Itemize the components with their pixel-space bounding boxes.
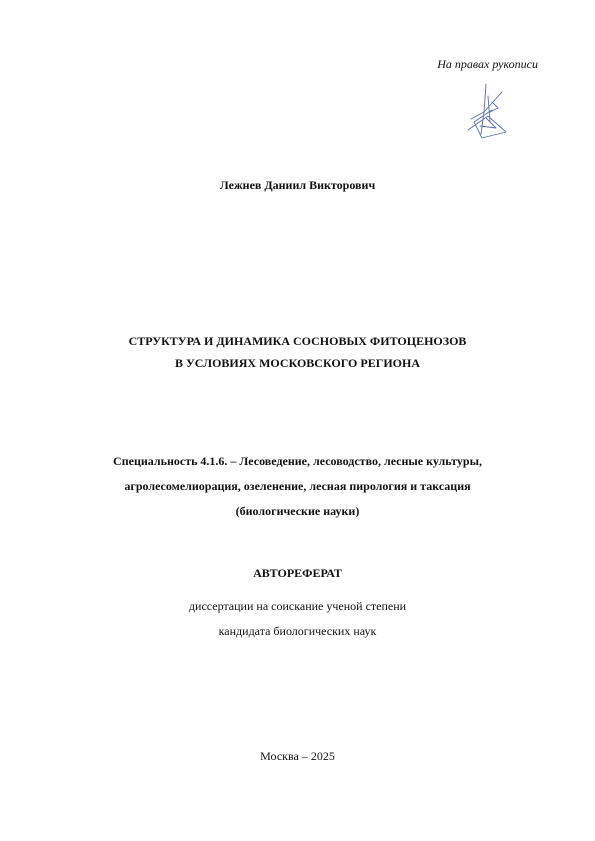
- purpose-line-2: кандидата биологических наук: [218, 624, 377, 638]
- rights-notice: На правах рукописи: [437, 57, 538, 71]
- dissertation-title: [0, 330, 595, 374]
- title-line-2: В УСЛОВИЯХ МОСКОВСКОГО РЕГИОНА: [174, 356, 421, 370]
- document-purpose: [0, 594, 595, 644]
- specialty-line-2: агролесомелиорация, озеленение, лесная пирология и таксация: [124, 479, 471, 493]
- specialty-line-1: Специальность 4.1.6. – Лесоведение, лесоводство, лесные культуры,: [113, 454, 482, 468]
- purpose-line-1: диссертации на соискание ученой степени: [188, 599, 407, 613]
- title-line-1: СТРУКТУРА И ДИНАМИКА СОСНОВЫХ ФИТОЦЕНОЗОВ: [128, 334, 467, 348]
- specialty-line-3: (биологические науки): [235, 504, 360, 518]
- signature-icon: [462, 82, 512, 140]
- specialty-block: [0, 449, 595, 524]
- document-type: АВТОРЕФЕРАТ: [253, 566, 342, 580]
- author-name: Лежнев Даниил Викторович: [219, 178, 376, 192]
- place-and-year: Москва – 2025: [260, 749, 335, 763]
